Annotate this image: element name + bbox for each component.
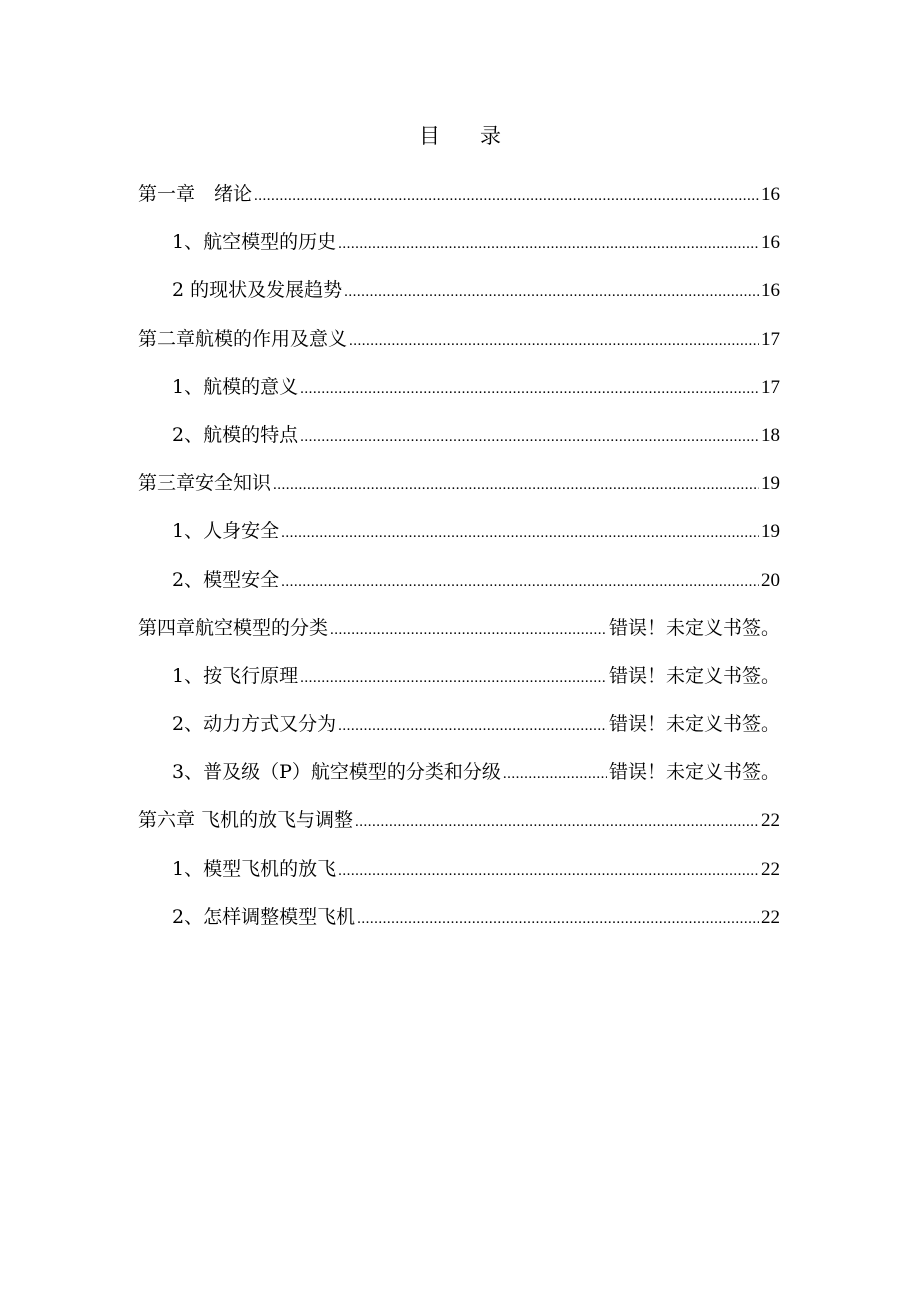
toc-entry-label: 2、航模的特点 <box>172 423 299 446</box>
toc-title-char-1: 目 <box>419 124 440 148</box>
toc-entry-page: 16 <box>761 232 780 254</box>
toc-entry-page-error: 错误！未定义书签。 <box>608 762 780 784</box>
toc-list <box>138 176 780 947</box>
toc-entry-label: 第三章安全知识 <box>138 472 272 495</box>
toc-leader-dots <box>338 708 607 744</box>
toc-entry-section[interactable] <box>138 562 780 610</box>
toc-entry-label: 第一章 绪论 <box>138 183 253 205</box>
toc-entry-page: 22 <box>761 858 780 880</box>
toc-leader-dots <box>281 515 759 551</box>
toc-leader-dots <box>330 612 607 648</box>
toc-entry-section[interactable] <box>138 658 780 706</box>
toc-leader-dots <box>281 564 759 600</box>
toc-entry-page: 19 <box>761 521 780 543</box>
toc-entry-page-error: 错误！未定义书签。 <box>608 665 780 687</box>
toc-entry-page: 22 <box>761 810 780 832</box>
toc-entry-page: 16 <box>761 280 780 302</box>
toc-entry-chapter-2[interactable] <box>138 321 780 369</box>
toc-leader-dots <box>349 323 759 359</box>
toc-entry-section[interactable] <box>138 513 780 561</box>
toc-entry-section[interactable] <box>138 272 780 320</box>
toc-entry-label: 第六章 飞机的放飞与调整 <box>138 809 354 832</box>
toc-entry-label: 2、模型安全 <box>172 568 280 591</box>
toc-leader-dots <box>338 853 759 889</box>
toc-entry-section[interactable] <box>138 369 780 417</box>
toc-entry-page: 16 <box>761 184 780 205</box>
toc-entry-label: 1、模型飞机的放飞 <box>172 857 337 880</box>
toc-leader-dots <box>338 226 759 262</box>
toc-entry-page-error: 错误！未定义书签。 <box>608 714 780 736</box>
toc-entry-chapter-1[interactable] <box>138 176 780 224</box>
toc-entry-page: 18 <box>761 424 780 446</box>
toc-entry-label: 第二章航模的作用及意义 <box>138 327 348 350</box>
toc-entry-label: 1、按飞行原理 <box>172 664 299 687</box>
toc-leader-dots <box>273 467 759 503</box>
toc-title-char-2: 录 <box>480 124 501 148</box>
toc-leader-dots <box>300 371 759 407</box>
toc-leader-dots <box>300 660 607 696</box>
toc-entry-section[interactable] <box>138 224 780 272</box>
toc-entry-page: 22 <box>761 906 780 928</box>
toc-entry-section[interactable] <box>138 899 780 947</box>
toc-leader-dots <box>503 756 607 792</box>
toc-entry-label: 3、普及级（P）航空模型的分类和分级 <box>172 761 501 784</box>
toc-entry-label: 2、怎样调整模型飞机 <box>172 905 356 928</box>
toc-entry-label: 1、航模的意义 <box>172 375 299 398</box>
toc-entry-section[interactable] <box>138 754 780 802</box>
toc-title <box>0 120 920 152</box>
toc-entry-section[interactable] <box>138 851 780 899</box>
toc-leader-dots <box>300 419 759 455</box>
toc-entry-label: 1、人身安全 <box>172 520 280 543</box>
toc-leader-dots <box>344 274 759 310</box>
toc-entry-page: 17 <box>761 376 780 398</box>
toc-entry-label: 2、动力方式又分为 <box>172 713 337 736</box>
toc-entry-page: 19 <box>761 473 780 495</box>
toc-entry-label: 第四章航空模型的分类 <box>138 616 329 639</box>
toc-leader-dots <box>254 178 759 214</box>
toc-entry-chapter-3[interactable] <box>138 465 780 513</box>
toc-leader-dots <box>357 901 759 937</box>
toc-entry-page: 17 <box>761 328 780 350</box>
toc-entry-section[interactable] <box>138 706 780 754</box>
toc-entry-label: 1、航空模型的历史 <box>172 231 337 254</box>
toc-entry-section[interactable] <box>138 417 780 465</box>
toc-entry-label: 2 的现状及发展趋势 <box>172 279 343 302</box>
toc-entry-page: 20 <box>761 569 780 591</box>
toc-leader-dots <box>355 804 759 840</box>
toc-entry-chapter-6[interactable] <box>138 802 780 850</box>
toc-entry-chapter-4[interactable] <box>138 610 780 658</box>
toc-entry-page-error: 错误！未定义书签。 <box>608 617 780 639</box>
